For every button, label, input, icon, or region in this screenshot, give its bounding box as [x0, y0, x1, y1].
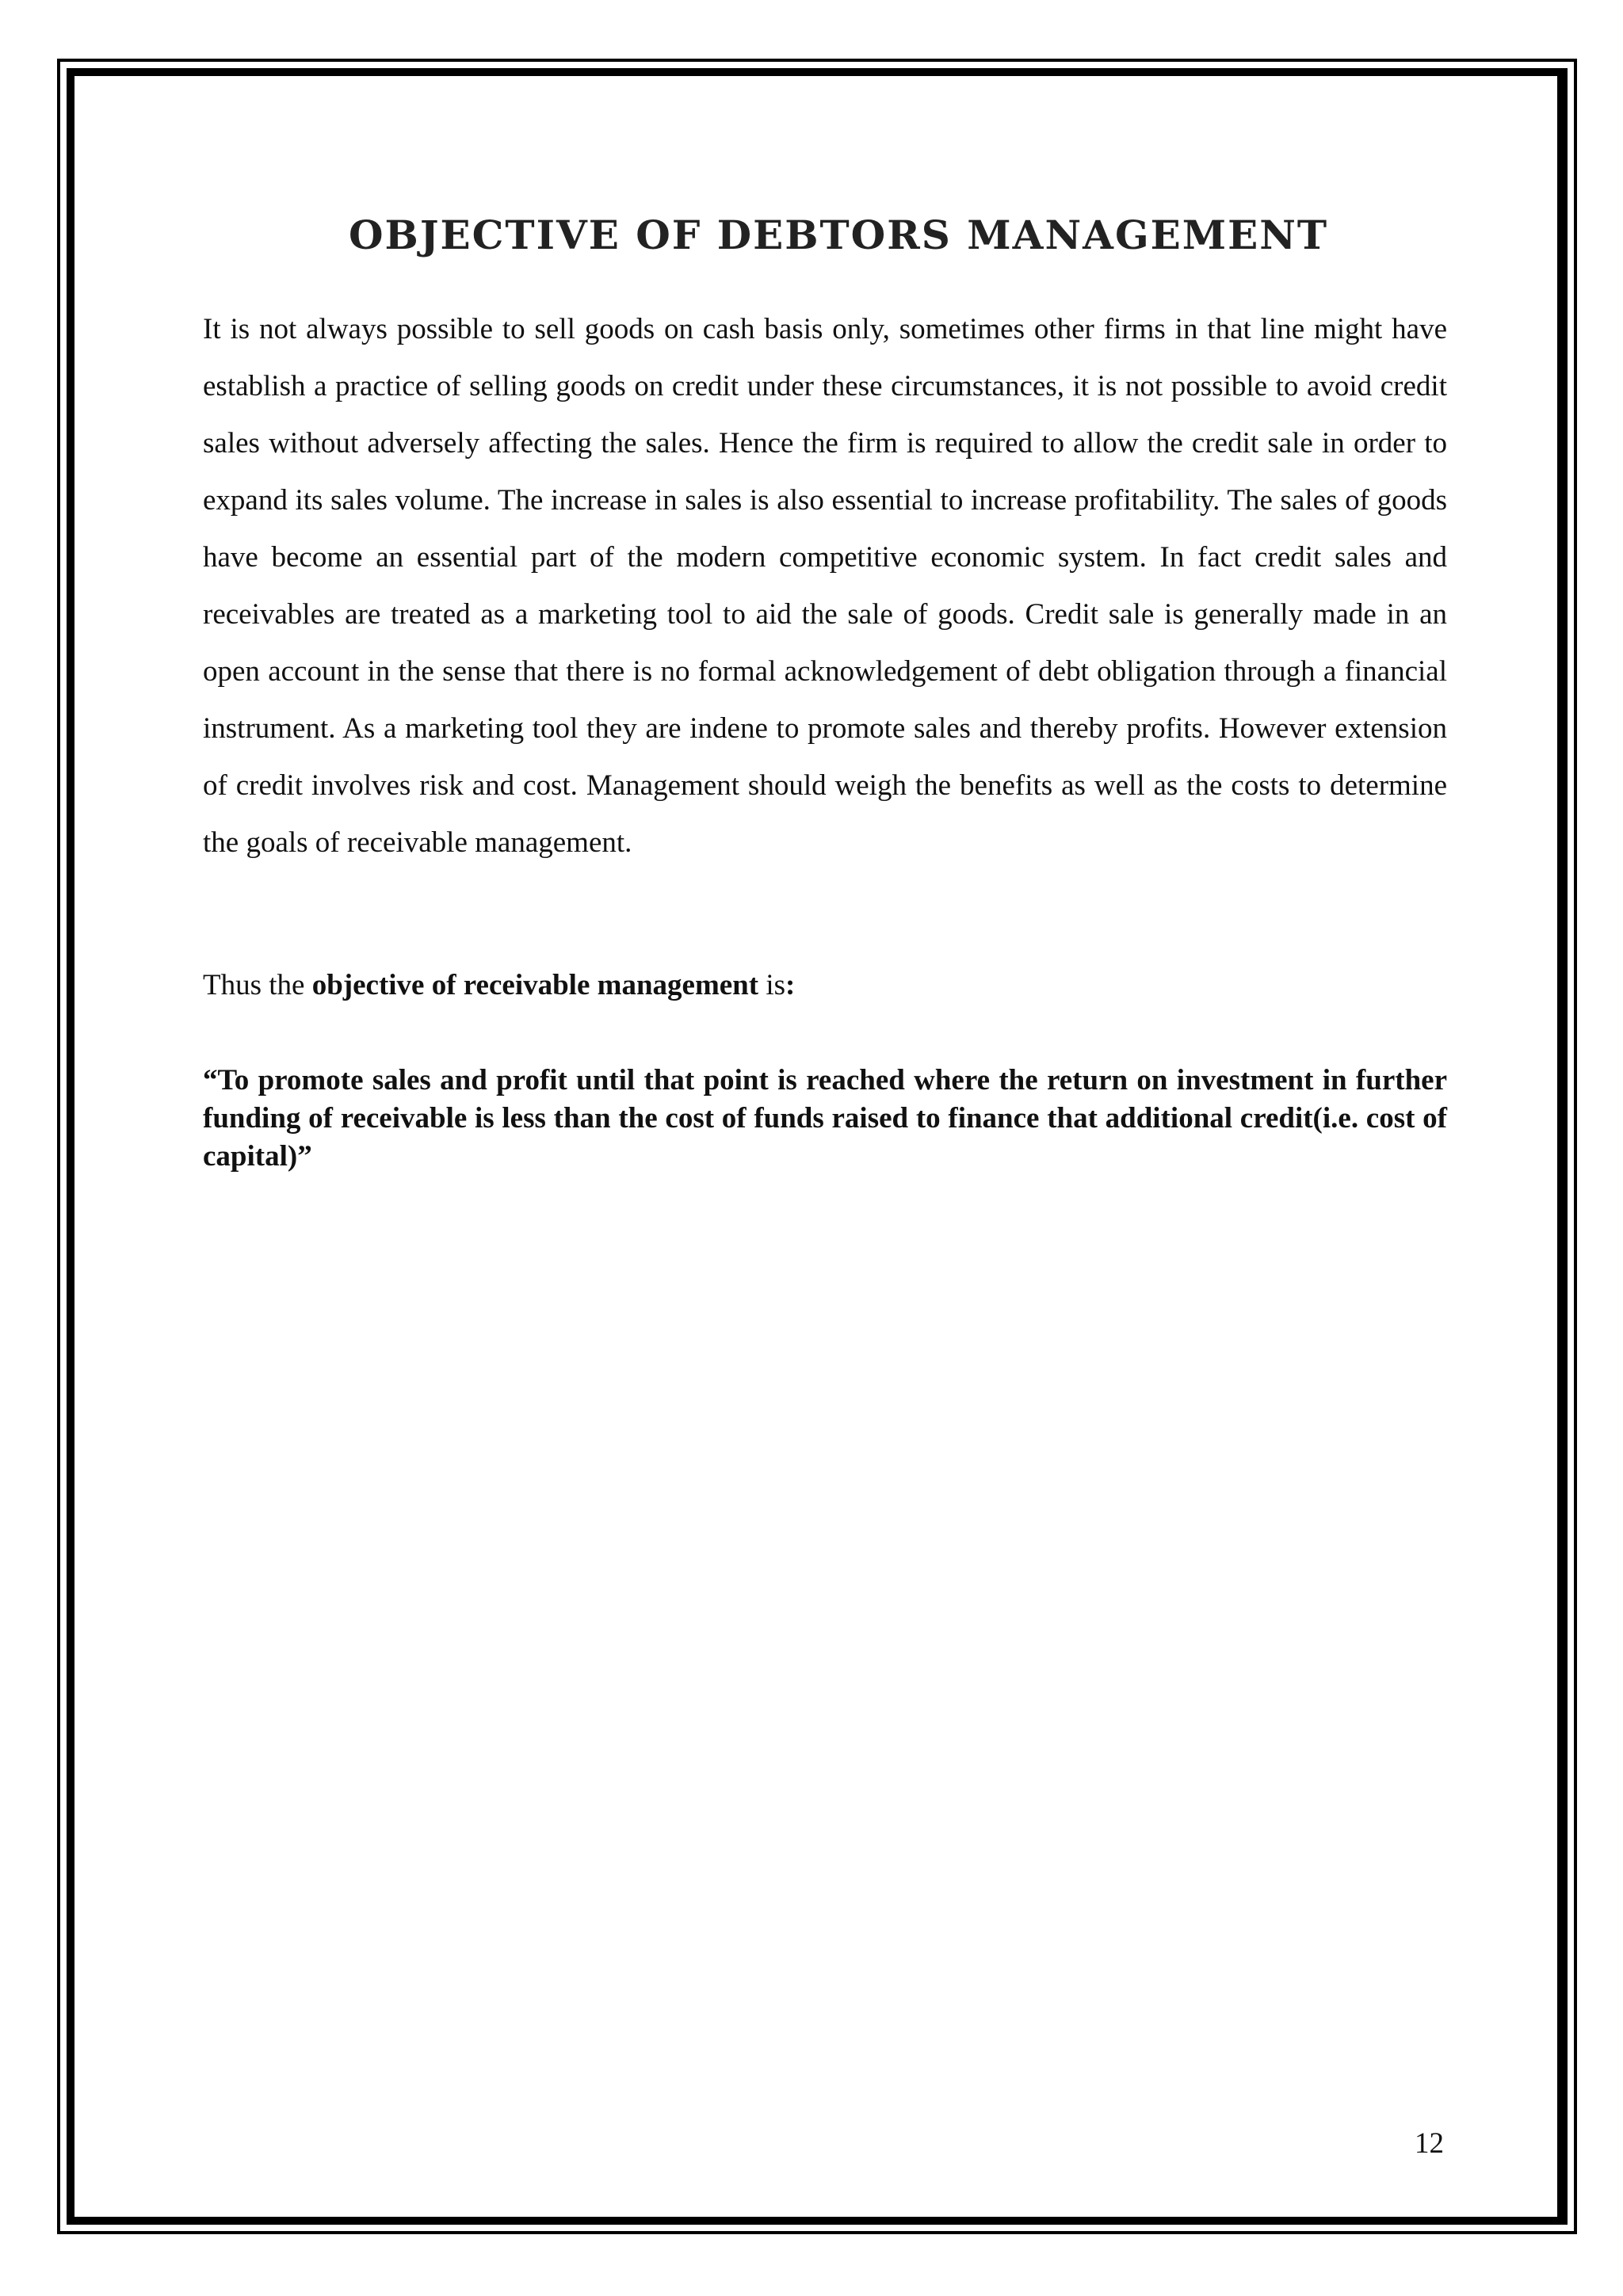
- objective-quote: “To promote sales and profit until that point is reached where the return on investment in further funding of receivable is less than the cost of funds raised to finance that additional credit(i.e. cost of capital)”: [203, 1064, 1447, 1173]
- lead-emphasis: objective of receivable management: [311, 969, 759, 1001]
- lead-prefix: Thus the: [203, 969, 312, 1001]
- lead-suffix: is: [758, 969, 786, 1001]
- lead-sentence: [203, 962, 1447, 1009]
- body-paragraph: It is not always possible to sell goods on cash basis only, sometimes other firms in that line might have establish a practice of selling goods on credit under these circumstances, it is not possible to avoid credit sales without adversely affecting the sales. Hence the firm is required to allow the credit sale in order to expand its sales volume. The increase in sales is also essential to increase profitability. The sales of goods have become an essential part of the modern competitive economic system. In fact credit sales and receivables are treated as a marketing tool to aid the sale of goods. Credit sale is generally made in an open account in the sense that there is no formal acknowledgement of debt obligation through a financial instrument. As a marketing tool they are indene to promote sales and thereby profits. However extension of credit involves risk and cost. Management should weigh the benefits as well as the costs to determine the goals of receivable management.: [203, 313, 1447, 859]
- page-title: OBJECTIVE OF DEBTORS MANAGEMENT: [349, 212, 1329, 258]
- page-border-right-rule: [1557, 68, 1560, 2225]
- lead-colon: :: [785, 969, 796, 1001]
- page-number: 12: [1415, 2127, 1444, 2160]
